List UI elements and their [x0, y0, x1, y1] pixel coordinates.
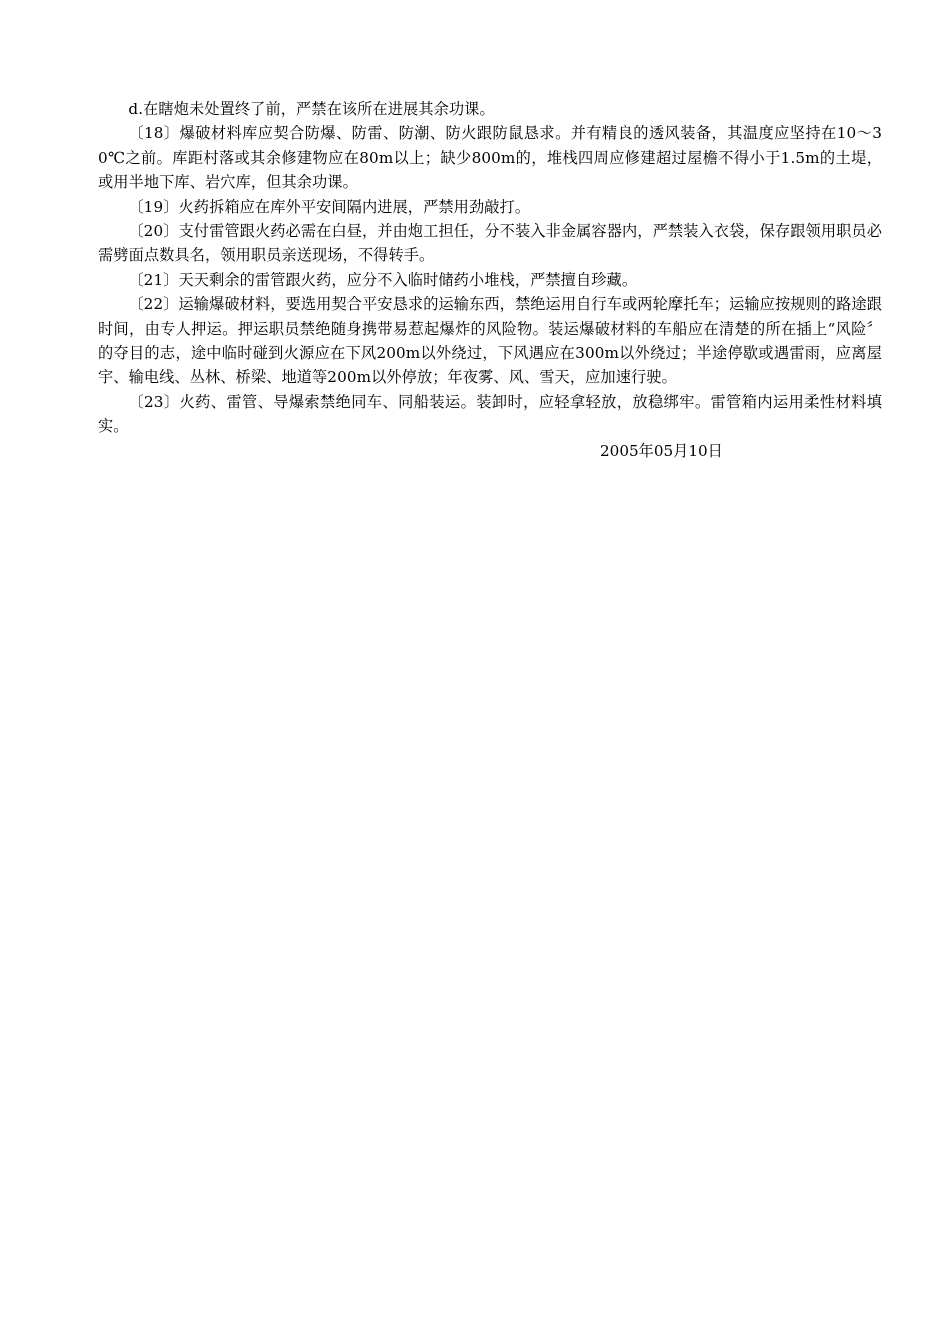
- paragraph-22: 〔22〕运输爆破材料，要选用契合平安恳求的运输东西，禁绝运用自行车或两轮摩托车；运输应按规则的路途跟时间，由专人押运。押运职员禁绝随身携带易惹起爆炸的风险物。装运爆破材料的车船应在清楚的所在插上“风险〞的夺目的志，途中临时碰到火源应在下风200m以外绕过，下风遇应在300m以外绕过；半途停歇或遇雷雨，应离屋宇、输电线、丛林、桥梁、地道等200m以外停放；年夜雾、风、雪天，应加速行驶。: [98, 295, 882, 387]
- document-body: [98, 97, 882, 463]
- paragraph-d: d.在瞎炮未处置终了前，严禁在该所在进展其余功课。: [128, 100, 495, 118]
- paragraph-19: 〔19〕火药拆箱应在库外平安间隔内进展，严禁用劲敲打。: [128, 197, 531, 216]
- paragraph-21: 〔21〕天天剩余的雷管跟火药，应分不入临时储药小堆栈，严禁擅自珍藏。: [128, 270, 638, 289]
- paragraph-18: 〔18〕爆破材料库应契合防爆、防雷、防潮、防火跟防鼠恳求。并有精良的透风装备，其温度应坚持在10～30℃之前。库距村落或其余修建物应在80m以上；缺少800m的，堆栈四周应修建超过屋檐不得小于1.5m的土堤，或用半地下库、岩穴库，但其余功课。: [98, 124, 882, 192]
- paragraph-20: 〔20〕支付雷管跟火药必需在白昼，并由炮工担任，分不装入非金属容器内，严禁装入衣袋，保存跟领用职员必需劈面点数具名，领用职员亲送现场，不得转手。: [98, 222, 882, 265]
- paragraph-23: 〔23〕火药、雷管、导爆索禁绝同车、同船装运。装卸时，应轻拿轻放，放稳绑牢。雷管箱内运用柔性材料填实。: [98, 392, 882, 436]
- document-date: 2005年05月10日: [600, 441, 723, 460]
